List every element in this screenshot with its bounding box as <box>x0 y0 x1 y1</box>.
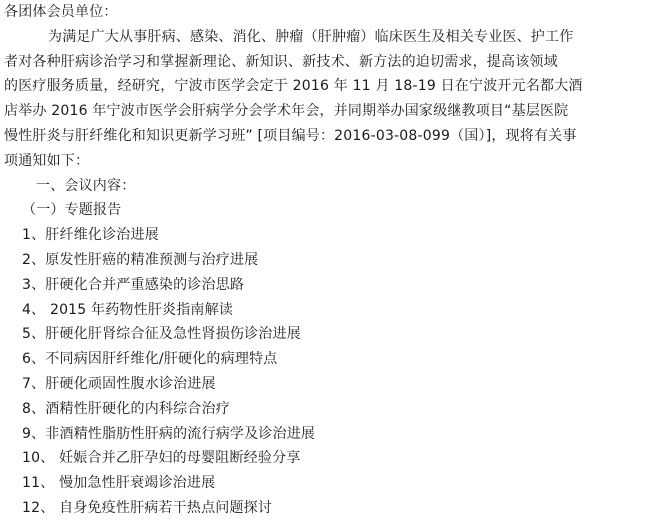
topic-item-2: 2、原发性肝癌的精准预测与治疗进展 <box>22 251 259 268</box>
intro-line-5: 慢性肝炎与肝纤维化和知识更新学习班” [项目编号：2016-03-08-099（国）]，现将有关事 <box>4 127 577 144</box>
intro-line-1: 为满足广大从事肝病、感染、消化、肿瘤（肝肿瘤）临床医生及相关专业医、护工作 <box>48 28 574 45</box>
intro-line-6: 项通知如下： <box>4 152 90 169</box>
greeting-line: 各团体会员单位： <box>4 4 118 20</box>
topic-item-10: 10、 妊娠合并乙肝孕妇的母婴阻断经验分享 <box>22 450 301 467</box>
intro-line-4: 店举办 2016 年宁波市医学会肝病学分会学术年会，并同期举办国家级继教项目“基层医院 <box>4 103 569 120</box>
subsection-heading: （一）专题报告 <box>22 202 122 219</box>
topic-item-5: 5、肝硬化肝肾综合征及急性肾损伤诊治进展 <box>22 326 301 343</box>
topic-item-9: 9、非酒精性脂肪性肝病的流行病学及诊治进展 <box>22 425 316 442</box>
topic-item-8: 8、酒精性肝硬化的内科综合治疗 <box>22 400 230 417</box>
topic-item-7: 7、肝硬化顽固性腹水诊治进展 <box>22 375 216 392</box>
topic-item-4: 4、 2015 年药物性肝炎指南解读 <box>22 301 234 318</box>
topic-item-6: 6、不同病因肝纤维化/肝硬化的病理特点 <box>22 351 278 368</box>
intro-line-3: 的医疗服务质量，经研究，宁波市医学会定于 2016 年 11 月 18-19 日在宁波开元名都大酒 <box>4 78 583 95</box>
topic-item-12: 12、 自身免疫性肝病若干热点问题探讨 <box>22 499 273 516</box>
intro-line-2: 者对各种肝病诊治学习和掌握新理论、新知识、新技术、新方法的迫切需求，提高该领域 <box>4 53 558 70</box>
topic-item-1: 1、肝纤维化诊治进展 <box>22 227 159 244</box>
topic-item-3: 3、肝硬化合并严重感染的诊治思路 <box>22 276 245 293</box>
section-heading: 一、会议内容： <box>36 177 136 194</box>
topic-item-11: 11、 慢加急性肝衰竭诊治进展 <box>22 475 216 492</box>
